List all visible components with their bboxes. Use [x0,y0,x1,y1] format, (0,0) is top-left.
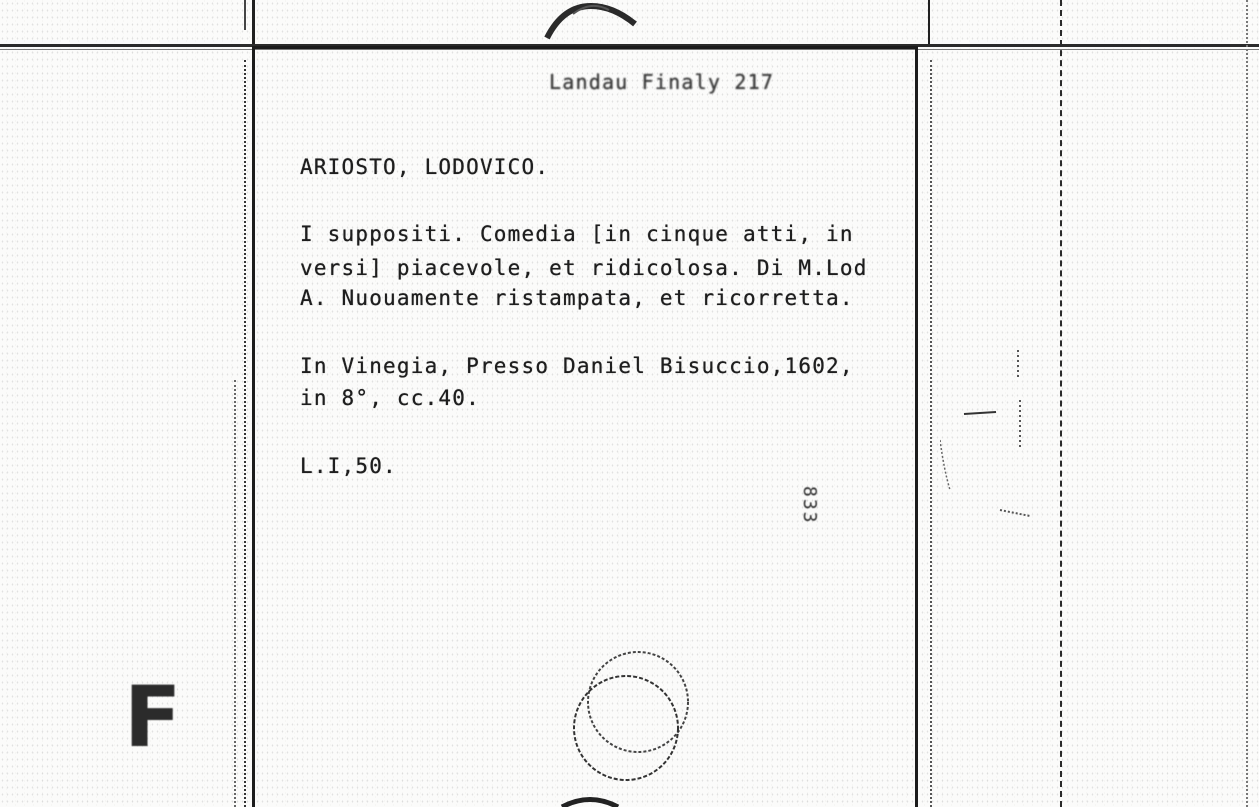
card-title-line-1: I suppositi. Comedia [in cinque atti, in [300,222,854,246]
card-title-line-2: versi] piacevole, et ridicolosa. Di M.Lod [300,256,868,280]
card-vertical-number: 833 [799,486,820,525]
upper-card-right-edge [928,0,930,44]
card-author-heading: ARIOSTO, LODOVICO. [300,155,550,179]
right-dotted-column-line [930,60,932,807]
punch-hole-bottom-icon [560,796,620,807]
card-price: L.I,50. [300,454,397,478]
left-dotted-column-line [244,60,246,807]
punch-hole-top-icon [543,0,639,40]
left-dotted-column-line-2 [234,380,236,807]
upper-left-tick [244,0,246,30]
card-imprint-line-1: In Vinegia, Presso Daniel Bisuccio,1602, [300,354,854,378]
upper-card-left-edge [252,0,255,44]
right-dashed-column-line [1060,0,1062,807]
scan-marks-right-icon [940,340,1040,560]
circular-stamp-icon [568,648,708,788]
card-title-line-3: A. Nuouamente ristampata, et ricorretta. [300,286,854,310]
margin-letter-f: F [124,668,182,766]
card-imprint-line-2: in 8°, cc.40. [300,386,480,410]
far-right-dotted-line [1246,0,1248,807]
card-shelfmark: Landau Finaly 217 [549,70,775,94]
